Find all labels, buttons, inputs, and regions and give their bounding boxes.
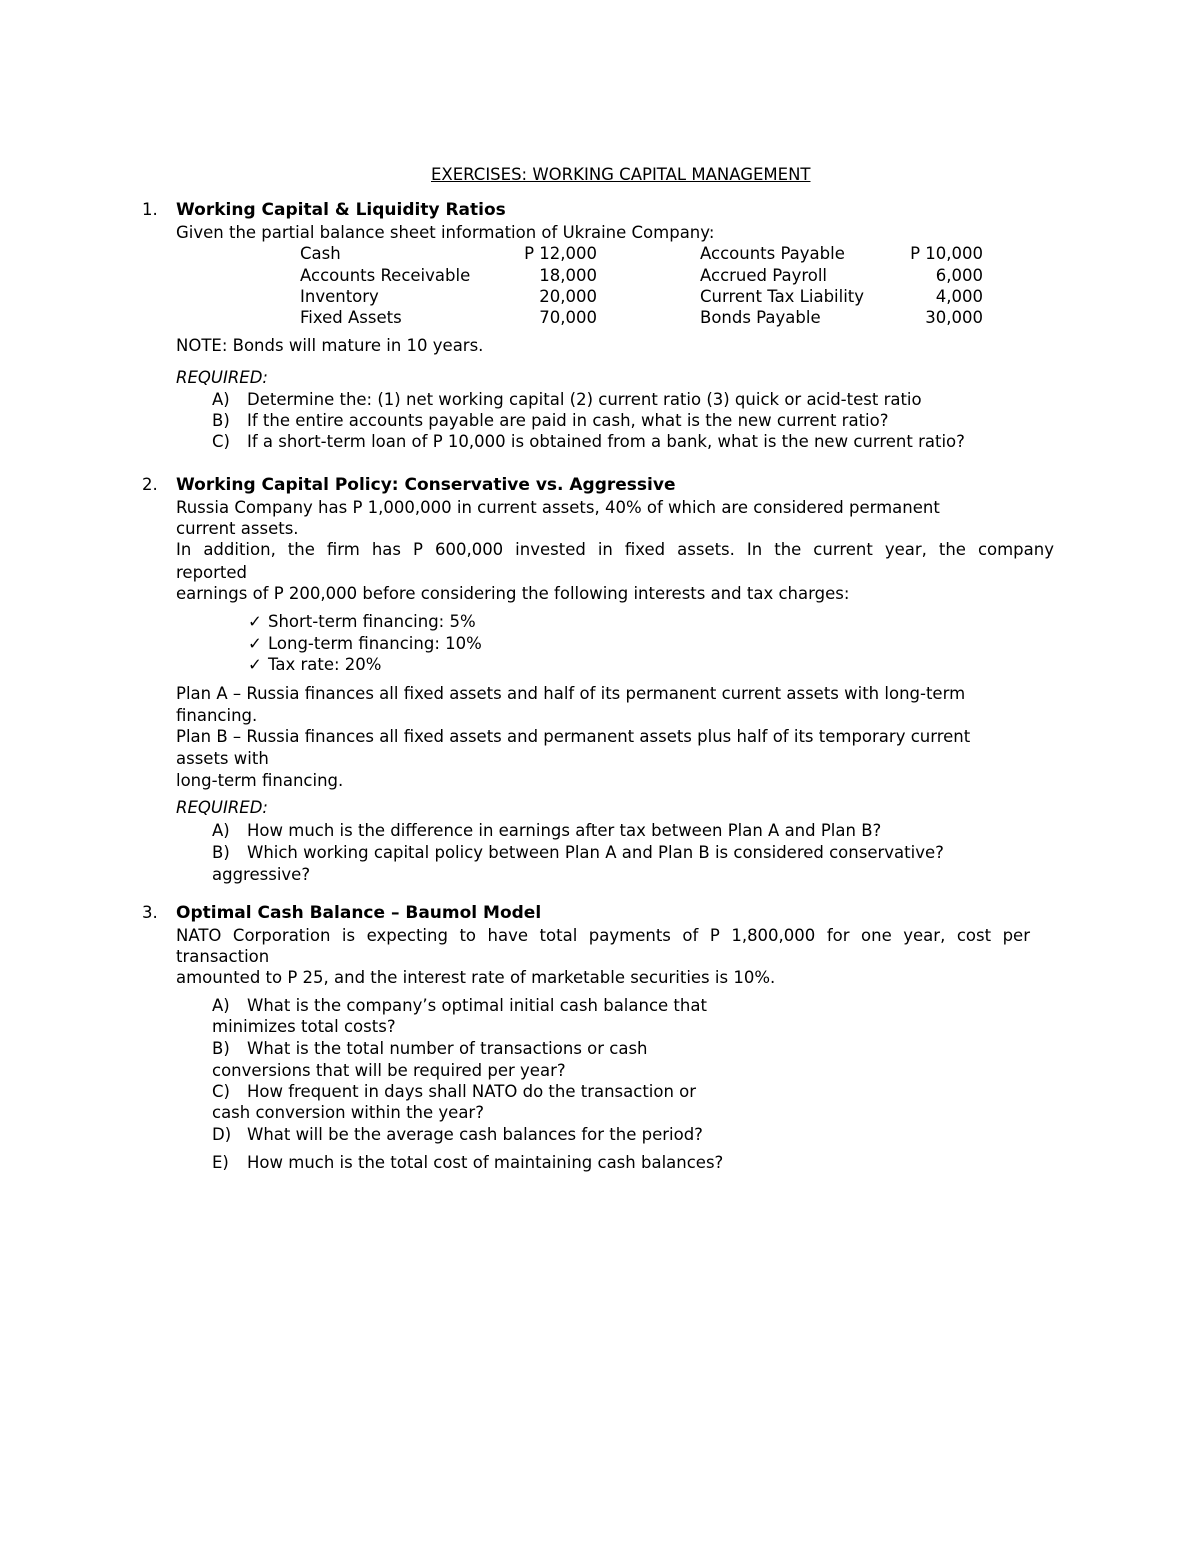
balance-value: 18,000	[539, 266, 597, 285]
item-text: What is the company’s optimal initial cash balance that	[247, 996, 707, 1015]
item-text: What will be the average cash balances for the period?	[247, 1125, 703, 1144]
paragraph-line: NATO Corporation is expecting to have total payments of P 1,800,000 for one year, cost per	[176, 926, 1030, 945]
exercise-1-number: 1.	[142, 200, 158, 219]
paragraph-line: financing.	[176, 706, 258, 725]
bullet-text: Tax rate: 20%	[268, 655, 382, 674]
paragraph-line: Plan B – Russia finances all fixed assets and permanent assets plus half of its temporary current	[176, 727, 971, 746]
item-letter: B)	[212, 843, 230, 862]
paragraph-line: reported	[176, 563, 248, 582]
item-letter: A)	[212, 390, 230, 409]
exercise-2-number: 2.	[142, 475, 158, 494]
item-letter: B)	[212, 1039, 230, 1058]
balance-label: Cash	[300, 244, 341, 263]
item-text: What is the total number of transactions or cash	[247, 1039, 648, 1058]
paragraph-line: earnings of P 200,000 before considering the following interests and tax charges:	[176, 584, 850, 603]
bullet-text: Short-term financing: 5%	[268, 612, 476, 631]
exercise-3-heading: Optimal Cash Balance – Baumol Model	[176, 903, 542, 923]
item-text: conversions that will be required per year?	[212, 1061, 566, 1080]
item-text: If a short-term loan of P 10,000 is obtained from a bank, what is the new current ratio?	[247, 432, 965, 451]
item-text: How frequent in days shall NATO do the transaction or	[247, 1082, 697, 1101]
item-letter: C)	[212, 1082, 230, 1101]
check-icon: ✓	[248, 634, 262, 653]
balance-label: Inventory	[300, 287, 379, 306]
balance-label: Accounts Payable	[700, 244, 845, 263]
item-text: If the entire accounts payable are paid in cash, what is the new current ratio?	[247, 411, 889, 430]
exercise-2-required-label: REQUIRED:	[176, 798, 268, 817]
item-letter: E)	[212, 1153, 229, 1172]
balance-value: P 12,000	[524, 244, 597, 263]
exercise-1-note: NOTE: Bonds will mature in 10 years.	[176, 336, 484, 355]
balance-label: Accrued Payroll	[700, 266, 828, 285]
exercise-2-heading: Working Capital Policy: Conservative vs. Aggressive	[176, 475, 676, 495]
paragraph-line: transaction	[176, 947, 270, 966]
bullet-text: Long-term financing: 10%	[268, 634, 482, 653]
check-icon: ✓	[248, 655, 262, 674]
balance-label: Bonds Payable	[700, 308, 821, 327]
balance-label: Fixed Assets	[300, 308, 402, 327]
paragraph-line: Russia Company has P 1,000,000 in current assets, 40% of which are considered permanent	[176, 498, 940, 517]
paragraph-line: assets with	[176, 749, 269, 768]
paragraph-line: Plan A – Russia finances all fixed assets and half of its permanent current assets with long-term	[176, 684, 966, 703]
paragraph-line: long-term financing.	[176, 771, 344, 790]
item-text: aggressive?	[212, 865, 311, 884]
balance-value: 4,000	[935, 287, 983, 306]
item-text: How much is the difference in earnings after tax between Plan A and Plan B?	[247, 821, 882, 840]
item-letter: A)	[212, 821, 230, 840]
document-title: EXERCISES: WORKING CAPITAL MANAGEMENT	[431, 165, 811, 184]
item-text: minimizes total costs?	[212, 1017, 396, 1036]
exercise-1-required-label: REQUIRED:	[176, 368, 268, 387]
balance-label: Current Tax Liability	[700, 287, 865, 306]
paragraph-line: current assets.	[176, 519, 299, 538]
balance-value: 6,000	[935, 266, 983, 285]
paragraph-line: amounted to P 25, and the interest rate of marketable securities is 10%.	[176, 968, 776, 987]
item-text: How much is the total cost of maintaining cash balances?	[247, 1153, 724, 1172]
item-letter: A)	[212, 996, 230, 1015]
paragraph-line: In addition, the firm has P 600,000 invested in fixed assets. In the current year, the company	[176, 540, 1054, 559]
exercise-1-heading: Working Capital & Liquidity Ratios	[176, 200, 506, 220]
balance-value: 20,000	[539, 287, 597, 306]
item-text: Which working capital policy between Plan A and Plan B is considered conservative?	[247, 843, 944, 862]
balance-value: 70,000	[539, 308, 597, 327]
exercise-1-intro: Given the partial balance sheet information of Ukraine Company:	[176, 223, 715, 242]
check-icon: ✓	[248, 612, 262, 631]
balance-value: 30,000	[925, 308, 983, 327]
item-letter: B)	[212, 411, 230, 430]
item-letter: D)	[212, 1125, 232, 1144]
item-text: Determine the: (1) net working capital (2) current ratio (3) quick or acid-test ratio	[247, 390, 922, 409]
item-text: cash conversion within the year?	[212, 1103, 484, 1122]
item-letter: C)	[212, 432, 230, 451]
exercise-3-number: 3.	[142, 903, 158, 922]
balance-label: Accounts Receivable	[300, 266, 471, 285]
balance-value: P 10,000	[910, 244, 983, 263]
